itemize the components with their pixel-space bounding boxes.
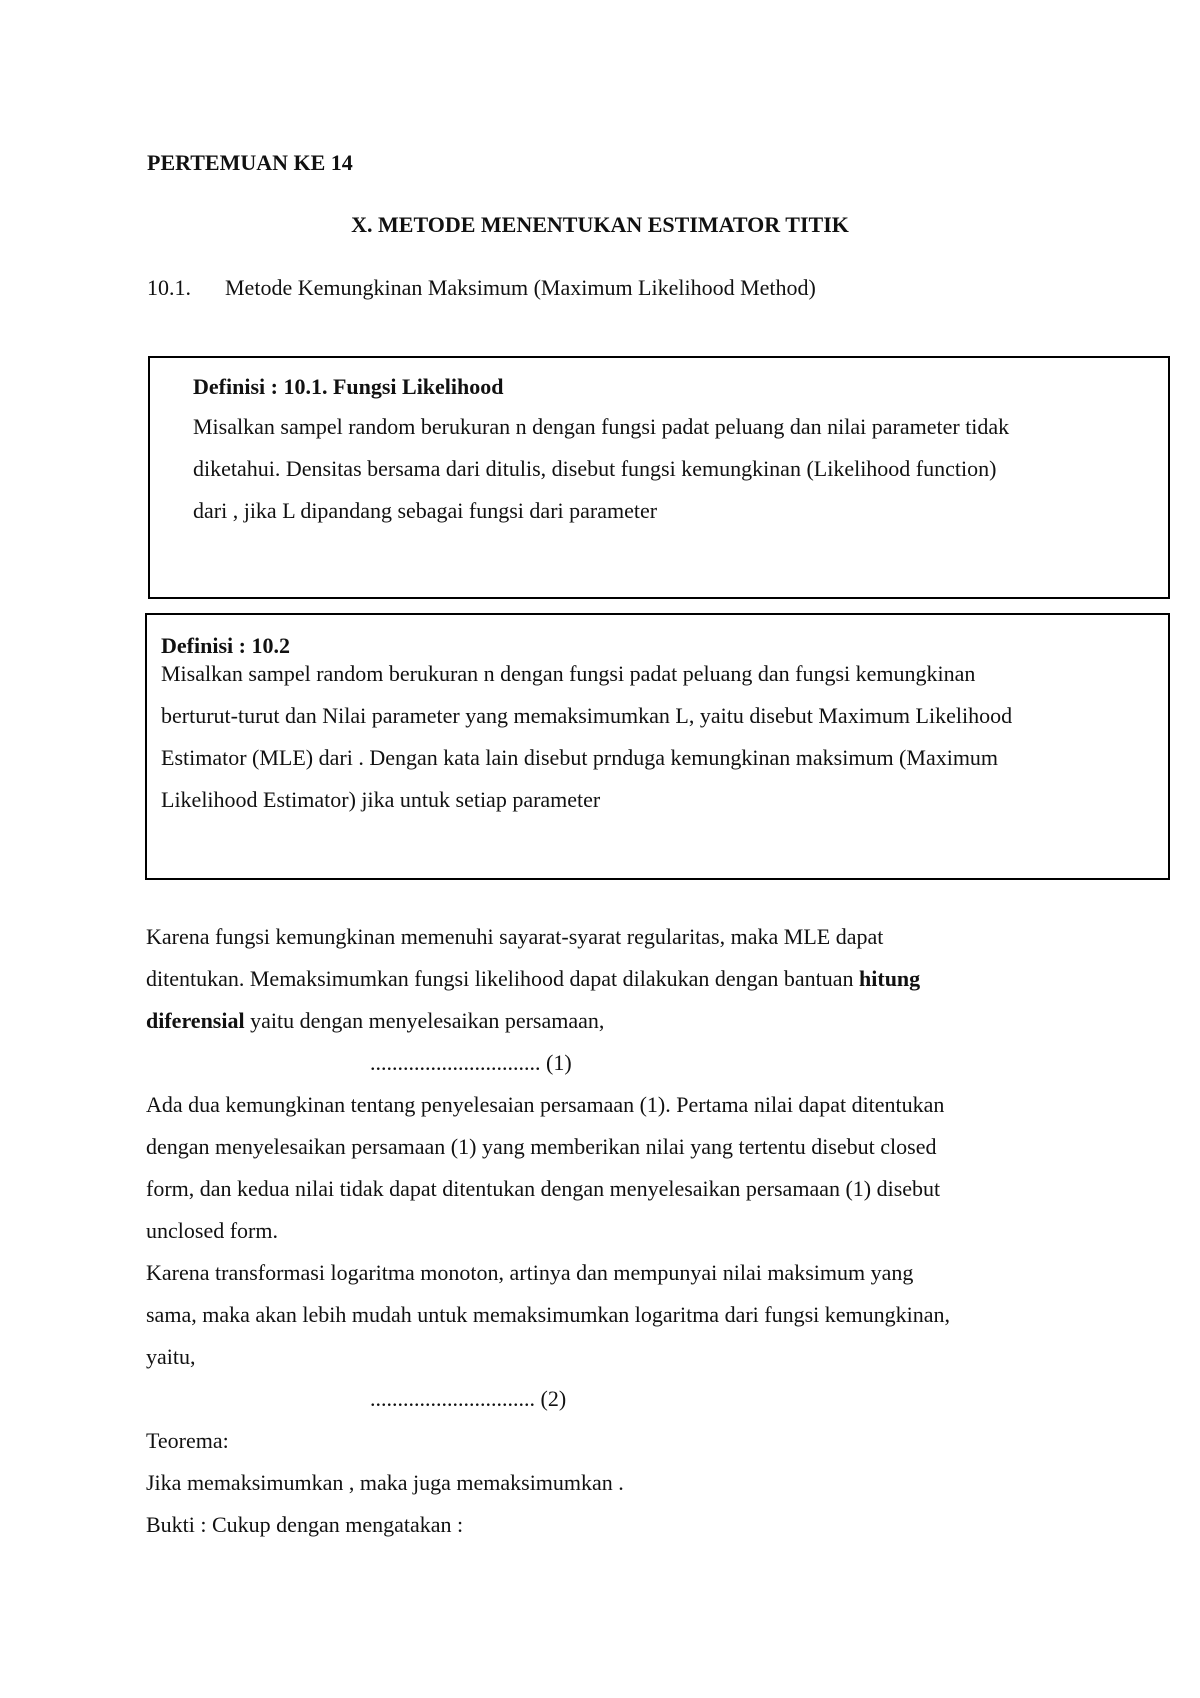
body-line: Ada dua kemungkinan tentang penyelesaian persamaan (1). Pertama nilai dapat ditentukan [146,1092,945,1117]
definition-2-title: Definisi : 10.2 [161,633,290,658]
body-line: ditentukan. Memaksimumkan fungsi likelihood dapat dilakukan dengan bantuan hitung [146,966,921,991]
equation-1: ............................... (1) [370,1050,572,1075]
definition-1-line: dari , jika L dipandang sebagai fungsi dari parameter [193,498,658,523]
definition-1-title: Definisi : 10.1. Fungsi Likelihood [193,374,504,399]
proof-text: Bukti : Cukup dengan mengatakan : [146,1512,464,1537]
body-line: diferensial yaitu dengan menyelesaikan persamaan, [146,1008,605,1033]
definition-2-line: Misalkan sampel random berukuran n dengan fungsi padat peluang dan fungsi kemungkinan [161,661,976,686]
definition-2-line: Likelihood Estimator) jika untuk setiap parameter [161,787,601,812]
section-title: Metode Kemungkinan Maksimum (Maximum Likelihood Method) [225,275,816,300]
body-line: unclosed form. [146,1218,278,1243]
definition-1-box [148,356,1170,599]
meeting-heading: PERTEMUAN KE 14 [147,150,353,175]
theorem-label: Teorema: [146,1428,229,1453]
section-number: 10.1. [147,275,191,300]
body-line: yaitu, [146,1344,196,1369]
body-line: form, dan kedua nilai tidak dapat ditentukan dengan menyelesaikan persamaan (1) disebut [146,1176,941,1201]
body-line: sama, maka akan lebih mudah untuk memaksimumkan logaritma dari fungsi kemungkinan, [146,1302,951,1327]
definition-2-line: Estimator (MLE) dari . Dengan kata lain disebut prnduga kemungkinan maksimum (Maximum [161,745,999,770]
definition-2-box [145,613,1170,880]
definition-2-line: berturut-turut dan Nilai parameter yang memaksimumkan L, yaitu disebut Maximum Likelihood [161,703,1013,728]
body-line: Karena fungsi kemungkinan memenuhi sayarat-syarat regularitas, maka MLE dapat [146,924,884,949]
body-line: Karena transformasi logaritma monoton, artinya dan mempunyai nilai maksimum yang [146,1260,914,1285]
body-line: dengan menyelesaikan persamaan (1) yang memberikan nilai yang tertentu disebut closed [146,1134,937,1159]
theorem-text: Jika memaksimumkan , maka juga memaksimumkan . [146,1470,624,1495]
chapter-title: X. METODE MENENTUKAN ESTIMATOR TITIK [351,212,849,237]
equation-2: .............................. (2) [370,1386,567,1411]
definition-1-line: Misalkan sampel random berukuran n dengan fungsi padat peluang dan nilai parameter tidak [193,414,1010,439]
definition-1-line: diketahui. Densitas bersama dari ditulis, disebut fungsi kemungkinan (Likelihood function) [193,456,997,481]
